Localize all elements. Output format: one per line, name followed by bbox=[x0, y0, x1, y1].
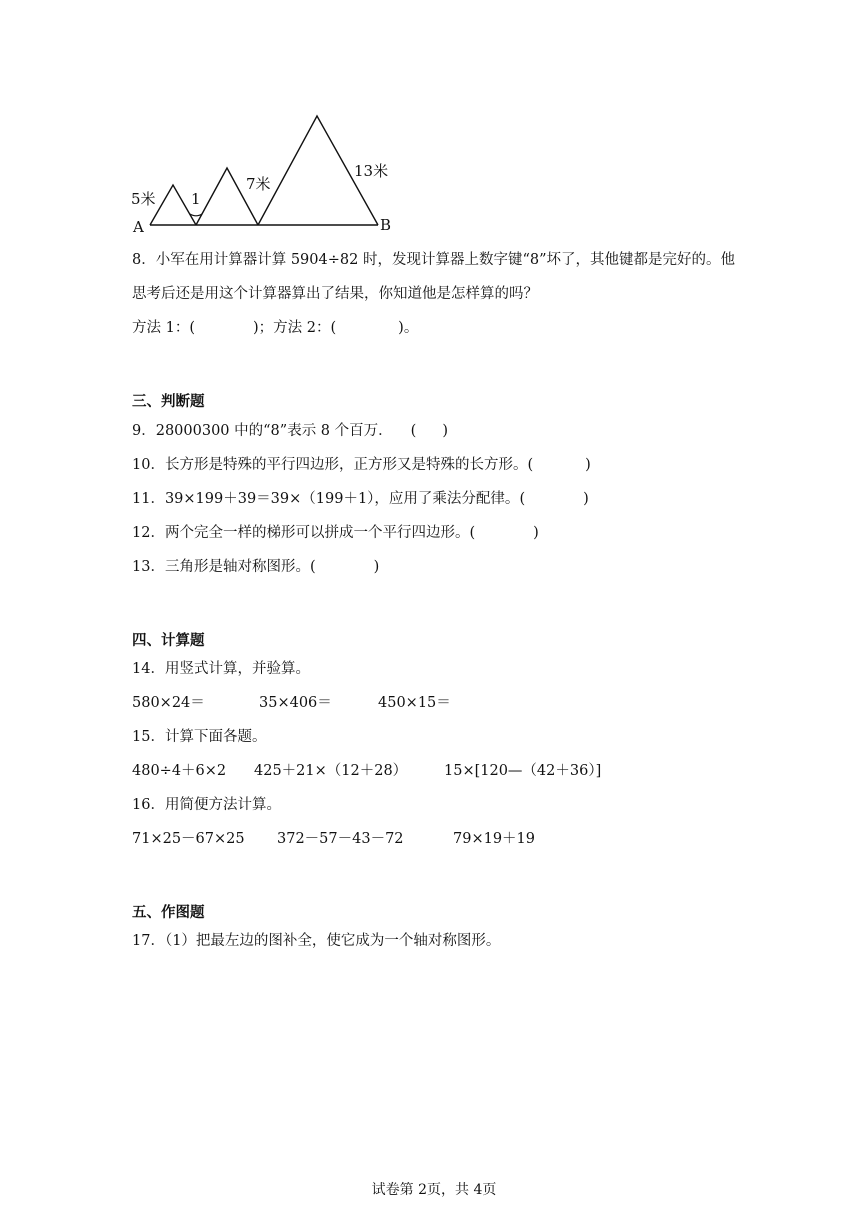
q14-expr-3: 450×15＝ bbox=[378, 695, 451, 711]
q14-text: 14．用竖式计算，并验算。 bbox=[132, 661, 310, 677]
judge-item-text: 11．39×199＋39＝39×（199＋1），应用了乘法分配律。 bbox=[132, 491, 520, 507]
section5-title: 五、作图题 bbox=[132, 905, 205, 921]
page-footer: 试卷第 2页，共 4页 bbox=[371, 1182, 497, 1198]
q15-expr-1: 480÷4＋6×2 bbox=[132, 763, 227, 779]
q16-text: 16．用简便方法计算。 bbox=[132, 797, 281, 813]
section3-title: 三、判断题 bbox=[132, 394, 205, 410]
judge-item-text: 12．两个完全一样的梯形可以拼成一个平行四边形。 bbox=[132, 525, 470, 541]
q8-line2: 思考后还是用这个计算器算出了结果，你知道他是怎样算的吗？ bbox=[132, 286, 538, 302]
q16-expr-1: 71×25－67×25 bbox=[132, 831, 245, 847]
q8-line1: 8．小军在用计算器计算 5904÷82 时，发现计算器上数字键“8”坏了，其他键都是完好的。他 bbox=[132, 252, 735, 268]
small-triangle bbox=[150, 185, 196, 225]
judge-item-10: 10．长方形是特殊的平行四边形，正方形又是特殊的长方形。( ) bbox=[132, 457, 591, 473]
judge-item-9: 9．28000300 中的“8”表示 8 个百万． ( ) bbox=[132, 423, 448, 439]
judge-item-11: 11．39×199＋39＝39×（199＋1），应用了乘法分配律。( ) bbox=[132, 491, 589, 507]
judge-item-12: 12．两个完全一样的梯形可以拼成一个平行四边形。( ) bbox=[132, 525, 539, 541]
label-angle: 1 bbox=[191, 190, 201, 208]
judge-item-text: 10．长方形是特殊的平行四边形，正方形又是特殊的长方形。 bbox=[132, 457, 528, 473]
section4-title: 四、计算题 bbox=[132, 633, 205, 649]
q16-expr-2: 372－57－43－72 bbox=[277, 831, 404, 847]
triangles-figure bbox=[120, 108, 410, 240]
label-left-side: 5米 bbox=[131, 190, 156, 208]
q15-expr-3: 15×[120—（42＋36）] bbox=[444, 763, 602, 779]
label-a: A bbox=[133, 218, 144, 236]
angle-arc bbox=[190, 214, 202, 216]
judge-item-text: 13．三角形是轴对称图形。 bbox=[132, 559, 310, 575]
q8-methods bbox=[132, 318, 418, 338]
judge-item-13: 13．三角形是轴对称图形。( ) bbox=[132, 559, 380, 575]
q16-expr-3: 79×19＋19 bbox=[453, 831, 536, 847]
method-mid-label: )；方法 2：( bbox=[253, 320, 337, 336]
q14-expr-2: 35×406＝ bbox=[259, 695, 332, 711]
label-middle: 7米 bbox=[246, 175, 271, 193]
q15-expr-2: 425＋21×（12＋28） bbox=[254, 763, 408, 779]
q17-text: 17．（1）把最左边的图补全，使它成为一个轴对称图形。 bbox=[132, 933, 501, 949]
method1-label: 方法 1：( bbox=[132, 320, 195, 336]
q15-text: 15．计算下面各题。 bbox=[132, 729, 267, 745]
triangles-diagram bbox=[120, 108, 410, 240]
label-right-side: 13米 bbox=[354, 162, 389, 180]
label-b: B bbox=[380, 216, 392, 234]
q14-expr-1: 580×24＝ bbox=[132, 695, 205, 711]
judge-item-text: 9．28000300 中的“8”表示 8 个百万． bbox=[132, 423, 393, 439]
method-end-label: )。 bbox=[398, 320, 419, 336]
